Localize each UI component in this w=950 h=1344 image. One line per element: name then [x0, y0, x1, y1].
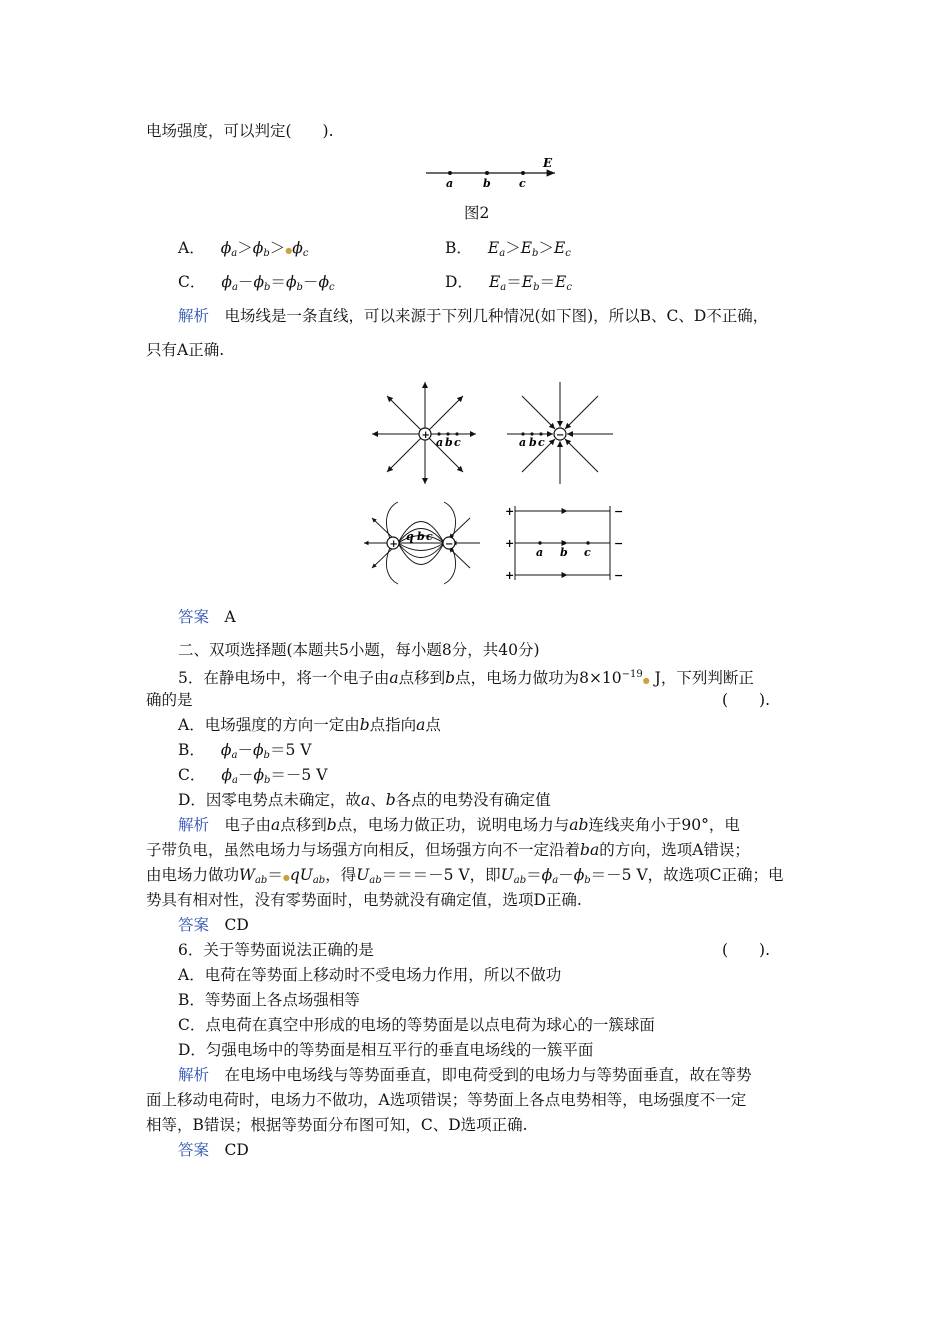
q4-option-d: D． $E_a=E_b=E_c$: [445, 273, 572, 293]
point-a-dot: [448, 171, 452, 175]
minus-sign: −: [556, 430, 565, 441]
svg-text:c: c: [426, 530, 433, 543]
q6-explanation-line-2: 面上移动电荷时，电场力不做功，A选项错误；等势面上各点电势相等，电场强度不一定: [146, 1091, 747, 1109]
point-c-dot: [521, 171, 525, 175]
figure-positive-charge: [368, 378, 483, 490]
q6-answer: 答案 CD: [178, 1141, 249, 1159]
svg-text:b: b: [529, 436, 537, 449]
jiexi-label: 解析: [178, 307, 210, 325]
svg-text:q: q: [406, 530, 414, 543]
svg-text:a: a: [536, 546, 544, 559]
label-E: E: [543, 156, 553, 170]
point-b-dot: [485, 171, 489, 175]
svg-text:b: b: [417, 530, 425, 543]
q4-answer: 答案 A: [178, 608, 236, 626]
figure-2-number-line: [420, 152, 570, 192]
label-a: a: [446, 177, 454, 190]
plus-sign: +: [421, 430, 430, 441]
answer-label: 答案: [178, 608, 210, 626]
svg-text:c: c: [454, 436, 461, 449]
q5-explanation-line-1: 解析 电子由a点移到b点，电场力做正功，说明电场力与ab连线夹角小于90°，电: [178, 816, 740, 834]
q5-explanation-line-4: 势具有相对性，没有零势面时，电势就没有确定值，选项D正确.: [146, 891, 582, 909]
figure-dipole: [360, 496, 490, 592]
q5-explanation-line-3: 由电场力做功$W_{ab}=●qU_{ab}$，得$U_{ab}===-5$ V，即$U_{ab}=\phi_a-\phi_b=-5$ V，故选项C正确；电: [146, 866, 784, 886]
svg-text:+: +: [505, 569, 515, 582]
q4-option-c: C． $\phi_a-\phi_b=\phi_b-\phi_c$: [178, 273, 335, 293]
q5-explanation-line-2: 子带负电，虽然电场力与场强方向相反，但场强方向不一定沿着ba的方向，选项A错误；: [146, 841, 750, 859]
svg-text:b: b: [445, 436, 453, 449]
svg-text:a: a: [519, 436, 527, 449]
svg-text:−: −: [445, 539, 454, 550]
q5-stem-line-2: 确的是: [146, 691, 193, 709]
svg-text:−: −: [614, 569, 624, 582]
q6-option-d: D．匀强电场中的等势面是相互平行的垂直电场线的一簇平面: [178, 1041, 594, 1059]
q5-answer-blank: ( ).: [722, 691, 771, 709]
label-c: c: [519, 177, 526, 190]
q6-answer-blank: ( ).: [722, 941, 771, 959]
svg-text:a: a: [436, 436, 444, 449]
section-2-title: 二、双项选择题(本题共5小题，每小题8分，共40分): [178, 641, 540, 659]
q6-option-b: B．等势面上各点场强相等: [178, 991, 360, 1009]
q6-explanation-line-1: 解析 在电场中电场线与等势面垂直，即电荷受到的电场力与等势面垂直，故在等势: [178, 1066, 752, 1084]
q4-stem-line: 电场强度，可以判定( ).: [146, 122, 334, 140]
q4-option-b: B． $E_a>E_b>E_c$: [445, 239, 571, 259]
figure-negative-charge: [503, 378, 618, 490]
figure-uniform-field: [503, 500, 628, 588]
svg-text:+: +: [505, 537, 515, 550]
q6-explanation-line-3: 相等，B错误；根据等势面分布图可知，C、D选项正确.: [146, 1116, 528, 1134]
q5-option-a: A．电场强度的方向一定由b点指向a点: [178, 716, 441, 734]
svg-text:c: c: [538, 436, 545, 449]
q6-stem: 6．关于等势面说法正确的是: [178, 941, 374, 959]
svg-text:c: c: [584, 546, 591, 559]
q5-option-b: B． $\phi_a-\phi_b=5$ V: [178, 741, 312, 761]
figure-2-caption: 图2: [464, 204, 490, 222]
svg-text:−: −: [614, 505, 624, 518]
q5-option-c: C． $\phi_a-\phi_b=-5$ V: [178, 766, 328, 786]
label-b: b: [483, 177, 491, 190]
svg-text:b: b: [560, 546, 568, 559]
q4-option-a: A． $\phi_a>\phi_b>●\phi_c$: [178, 239, 309, 259]
q6-option-a: A．电荷在等势面上移动时不受电场力作用，所以不做功: [178, 966, 562, 984]
svg-text:−: −: [614, 537, 624, 550]
q4-explanation-line-1: 解析 电场线是一条直线，可以来源于下列几种情况(如下图)，所以B、C、D不正确，: [178, 307, 769, 325]
q5-option-d: D．因零电势点未确定，故a、b各点的电势没有确定值: [178, 791, 551, 809]
q6-option-c: C．点电荷在真空中形成的电场的等势面是以点电荷为球心的一簇球面: [178, 1016, 655, 1034]
q4-explanation-line-2: 只有A正确.: [146, 341, 225, 359]
svg-text:+: +: [505, 505, 515, 518]
q5-stem-line-1: 5．在静电场中，将一个电子由a点移到b点，电场力做功为$8\times 10^{-19}●$ J，下列判断正: [178, 669, 754, 687]
svg-text:+: +: [389, 539, 398, 550]
q5-answer: 答案 CD: [178, 916, 249, 934]
